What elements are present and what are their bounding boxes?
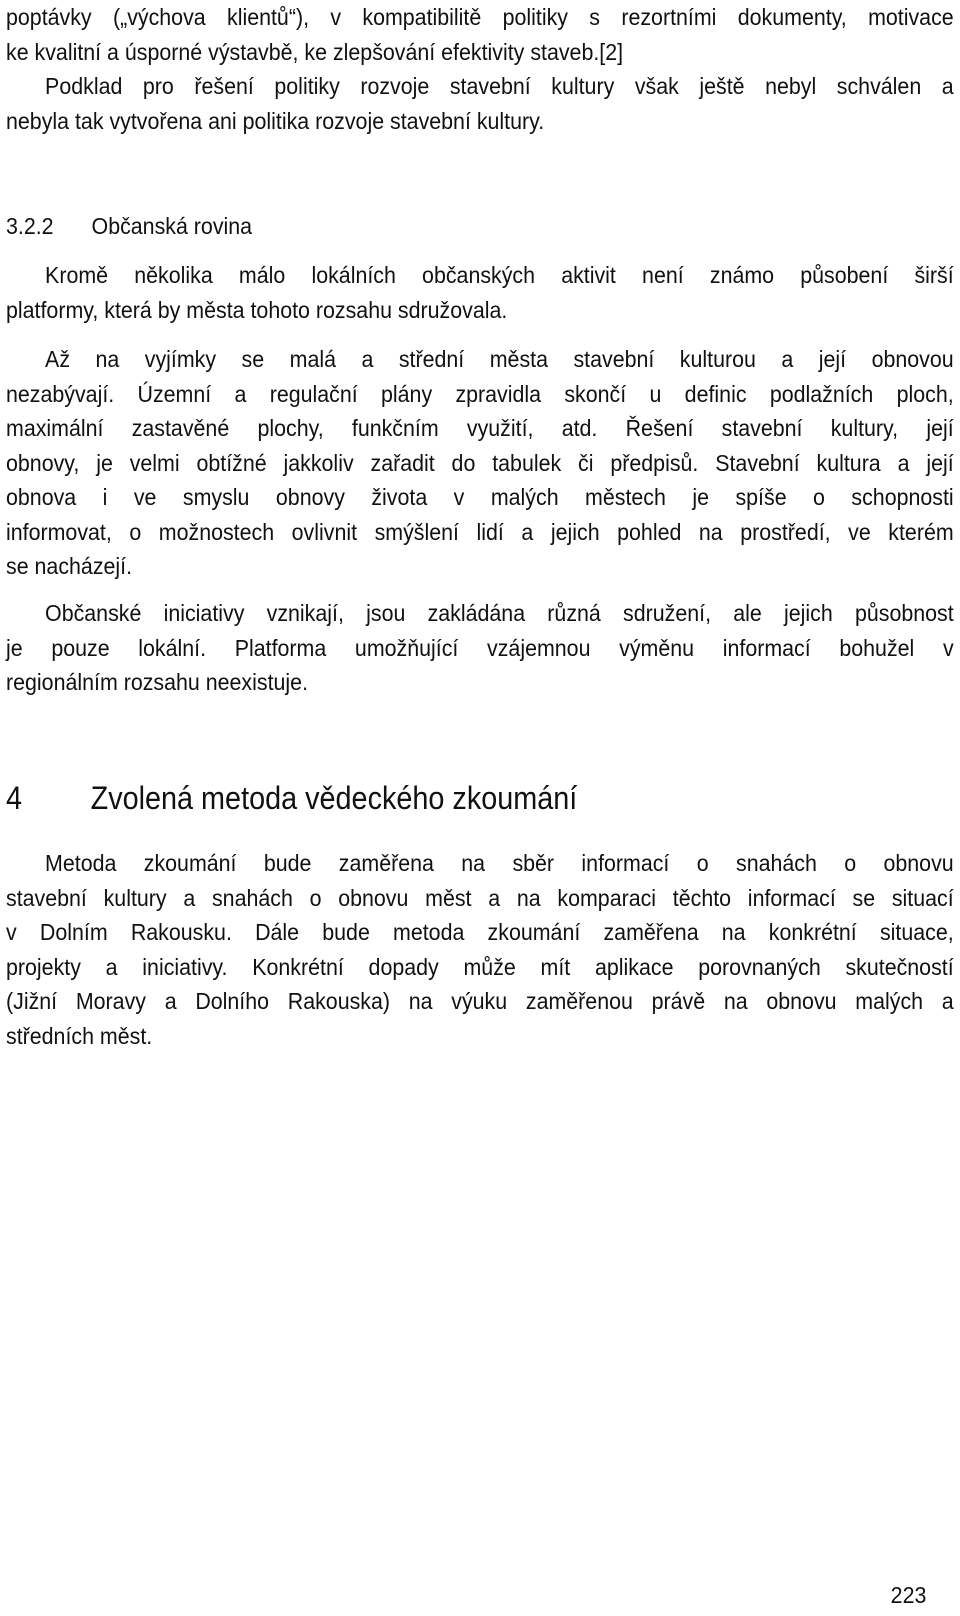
text-line: poptávky („výchova klientů“), v kompatibilitě politiky s rezortními dokumenty, motivace	[6, 4, 954, 30]
text-line: se nacházejí.	[6, 553, 133, 579]
text-line: Kromě několika málo lokálních občanských aktivit není známo působení širší	[45, 262, 954, 288]
intro-paragraph	[6, 0, 954, 138]
text-line: Až na vyjímky se malá a střední města stavební kulturou a její obnovou	[45, 346, 954, 372]
section-title: Občanská rovina	[91, 213, 253, 239]
section-number: 3.2.2	[6, 213, 54, 239]
text-line: Metoda zkoumání bude zaměřena na sběr informací o snahách o obnovu	[45, 850, 954, 876]
text-line: je pouze lokální. Platforma umožňující vzájemnou výměnu informací bohužel v	[6, 634, 954, 661]
text-line: projekty a iniciativy. Konkrétní dopady může mít aplikace porovnaných skutečností	[6, 953, 954, 980]
document-page	[6, 0, 954, 1616]
section-heading-4	[6, 775, 577, 821]
text-line: Občanské iniciativy vznikají, jsou zakládána různá sdružení, ale jejich působnost	[45, 600, 954, 626]
text-line: ke kvalitní a úsporné výstavbě, ke zlepšování efektivity staveb.[2]	[6, 38, 624, 65]
text-line: stavební kultury a snahách o obnovu měst a na komparaci těchto informací se situací	[6, 884, 954, 911]
text-line: Podklad pro řešení politiky rozvoje stavební kultury však ještě nebyl schválen a	[45, 73, 954, 99]
text-line: platformy, která by města tohoto rozsahu sdružovala.	[6, 296, 508, 323]
text-line: nebyla tak vytvořena ani politika rozvoje stavební kultury.	[6, 107, 545, 134]
text-line: středních měst.	[6, 1022, 153, 1049]
paragraph-2	[6, 342, 954, 584]
section-title: Zvolená metoda vědeckého zkoumání	[90, 780, 578, 816]
text-line: (Jižní Moravy a Dolního Rakouska) na výuku zaměřenou právě na obnovu malých a	[6, 988, 954, 1014]
paragraph-3	[6, 596, 954, 700]
text-line: obnovy, je velmi obtížné jakkoliv zařadit do tabulek či předpisů. Stavební kultura a její	[6, 449, 954, 476]
section-heading-3-2-2	[6, 206, 252, 246]
text-line: maximální zastavěné plochy, funkčním využití, atd. Řešení stavební kultury, její	[6, 415, 954, 441]
text-line: nezabývají. Územní a regulační plány zpravidla skončí u definic podlažních ploch,	[6, 380, 954, 407]
page-number: 223	[890, 1582, 926, 1608]
paragraph-1	[6, 258, 954, 327]
text-line: v Dolním Rakousku. Dále bude metoda zkoumání zaměřena na konkrétní situace,	[6, 919, 954, 945]
text-line: obnova i ve smyslu obnovy života v malých městech je spíše o schopnosti	[6, 484, 954, 510]
section-number: 4	[6, 780, 23, 816]
text-line: informovat, o možnostech ovlivnit smýšlení lidí a jejich pohled na prostředí, ve kterém	[6, 518, 954, 545]
paragraph-4	[6, 846, 954, 1053]
text-line: regionálním rozsahu neexistuje.	[6, 669, 309, 695]
